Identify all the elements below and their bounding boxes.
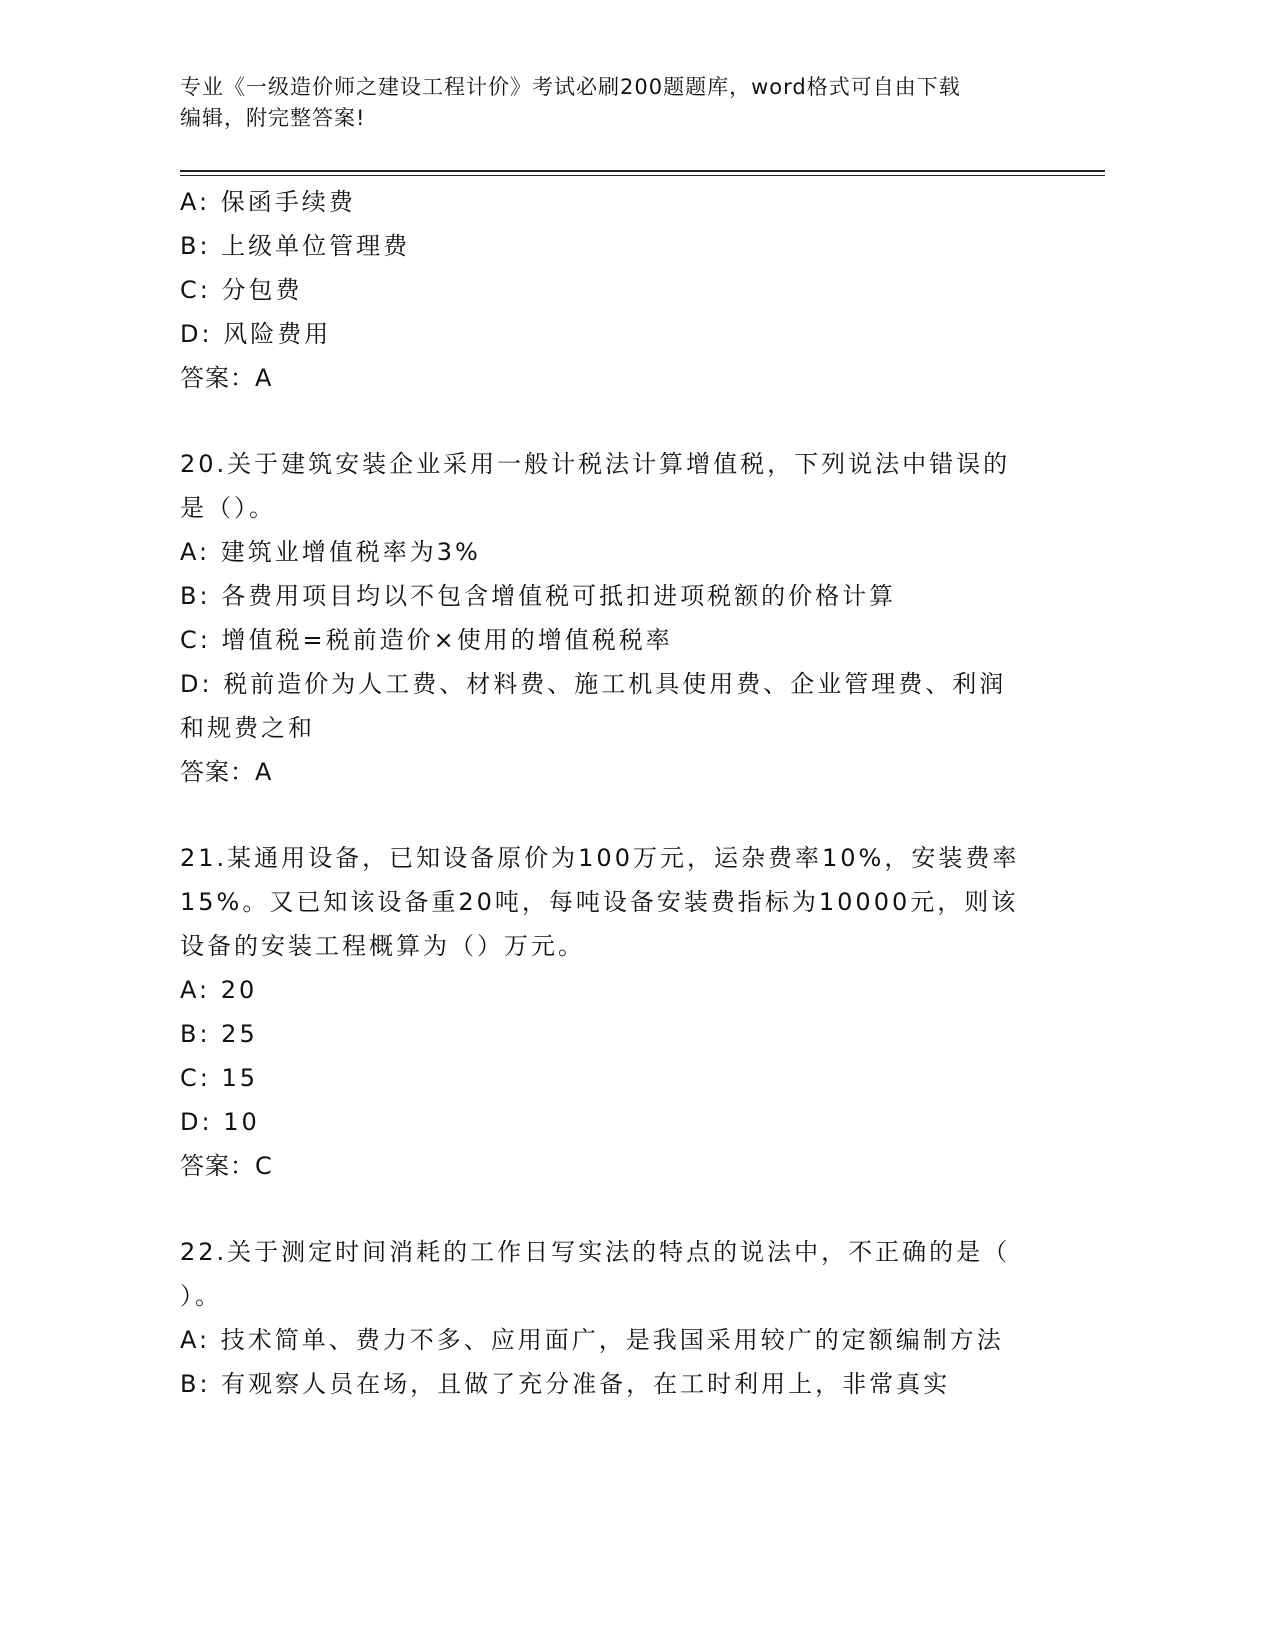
- question-stem: 22.关于测定时间消耗的工作日写实法的特点的说法中，不正确的是（: [180, 1238, 1011, 1266]
- question-stem: 是（）。: [180, 494, 276, 522]
- question-22: [180, 1230, 1100, 1406]
- option-a: A: 建筑业增值税率为3%: [180, 538, 481, 566]
- option-c: C: 15: [180, 1064, 259, 1092]
- question-stem: 设备的安装工程概算为（）万元。: [180, 932, 585, 960]
- option-b: B: 各费用项目均以不包含增值税可抵扣进项税额的价格计算: [180, 582, 897, 610]
- question-stem: 15%。又已知该设备重20吨，每吨设备安装费指标为10000元，则该: [180, 888, 1019, 916]
- option-d: D: 10: [180, 1108, 260, 1136]
- question-stem: 21.某通用设备，已知设备原价为100万元，运杂费率10%，安装费率: [180, 844, 1020, 872]
- question-19: [180, 180, 1100, 400]
- option-a: A: 保函手续费: [180, 188, 356, 216]
- option-c: C: 分包费: [180, 276, 303, 304]
- option-b: B: 25: [180, 1020, 258, 1048]
- question-21: [180, 836, 1100, 1188]
- header-rule-thick: [180, 170, 1105, 172]
- option-a: A: 20: [180, 976, 258, 1004]
- header-line-1: 专业《一级造价师之建设工程计价》考试必刷200题题库，word格式可自由下载: [180, 75, 961, 99]
- option-d: D: 风险费用: [180, 320, 332, 348]
- document-header: [180, 72, 1100, 134]
- question-stem: ）。: [180, 1282, 222, 1310]
- question-list: [180, 180, 1100, 1406]
- option-b: B: 上级单位管理费: [180, 232, 411, 260]
- answer: 答案：A: [180, 364, 273, 392]
- option-b: B: 有观察人员在场，且做了充分准备，在工时利用上，非常真实: [180, 1370, 951, 1398]
- option-d-continued: 和规费之和: [180, 714, 315, 742]
- answer: 答案：C: [180, 1152, 273, 1180]
- option-d: D: 税前造价为人工费、材料费、施工机具使用费、企业管理费、利润: [180, 670, 1007, 698]
- header-rule-thin: [180, 175, 1105, 176]
- answer: 答案：A: [180, 758, 273, 786]
- option-a: A: 技术简单、费力不多、应用面广，是我国采用较广的定额编制方法: [180, 1326, 1004, 1354]
- header-line-2: 编辑，附完整答案!: [180, 106, 366, 130]
- question-20: [180, 442, 1100, 794]
- option-c: C: 增值税=税前造价×使用的增值税税率: [180, 626, 673, 654]
- question-stem: 20.关于建筑安装企业采用一般计税法计算增值税，下列说法中错误的: [180, 450, 1011, 478]
